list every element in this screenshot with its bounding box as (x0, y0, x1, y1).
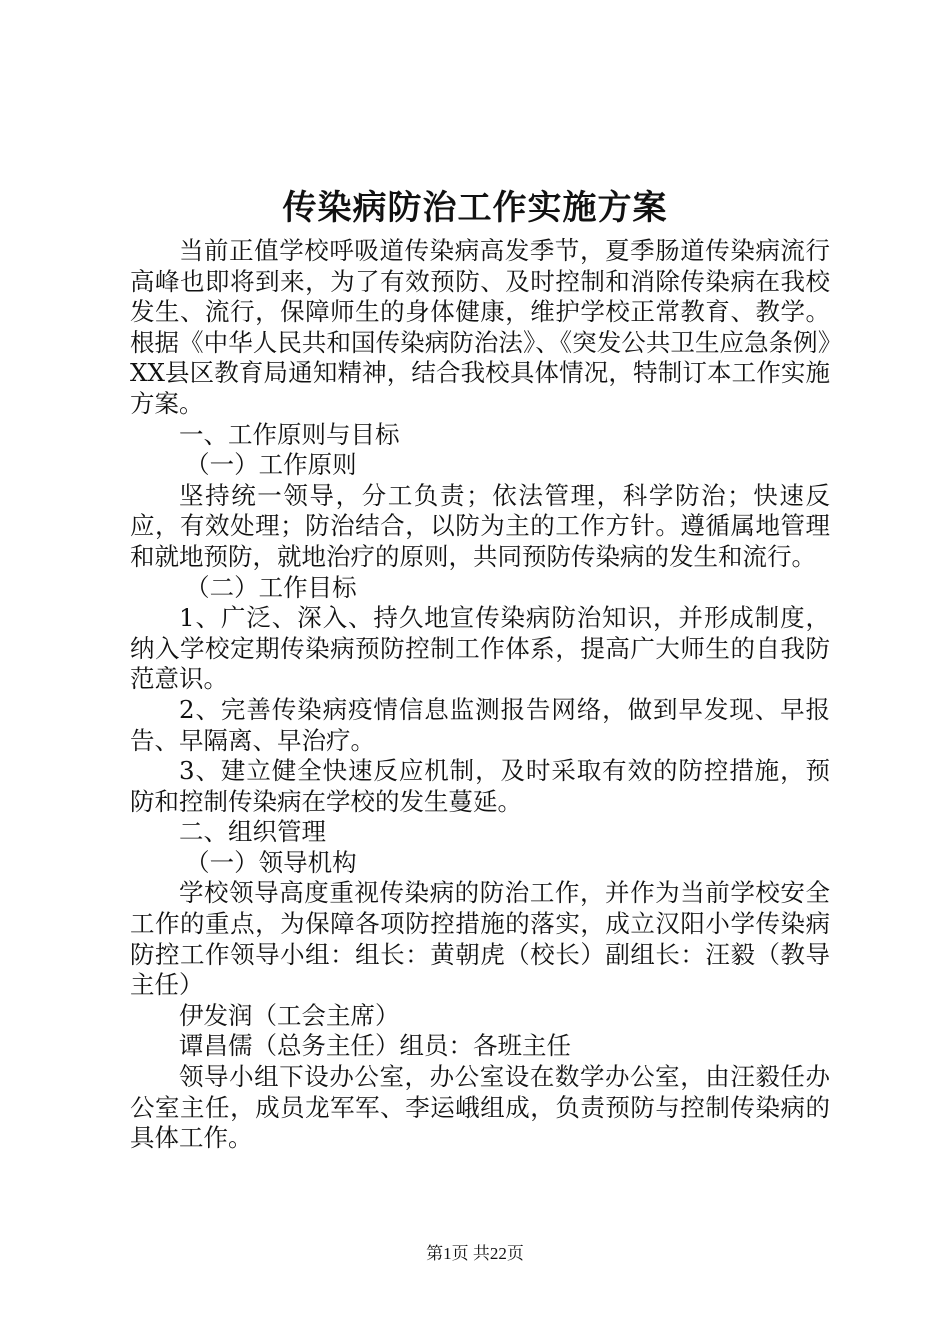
document-title: 传染病防治工作实施方案 (282, 188, 668, 228)
body-paragraph: 坚持统一领导，分工负责；依法管理，科学防治；快速反应，有效处理；防治结合，以防为主的工作方针。遵循属地管理和就地预防，就地治疗的原则，共同预防传染病的发生和流行。 (130, 480, 830, 571)
body-paragraph: 领导小组下设办公室，办公室设在数学办公室，由汪毅任办公室主任，成员龙军军、李运峨组成，负责预防与控制传染病的具体工作。 (130, 1062, 830, 1153)
list-item: 1、广泛、深入、持久地宣传染病防治知识，并形成制度，纳入学校定期传染病预防控制工作体系，提高广大师生的自我防范意识。 (130, 603, 830, 694)
section-heading: 一、工作原则与目标 (179, 419, 400, 449)
body-paragraph: 谭昌儒（总务主任）组员：各班主任 (179, 1031, 571, 1061)
document-body (130, 236, 830, 1154)
section-heading: 二、组织管理 (179, 817, 326, 847)
subsection-heading: （二）工作目标 (185, 572, 357, 602)
list-item: 3、建立健全快速反应机制，及时采取有效的防控措施，预防和控制传染病在学校的发生蔓延。 (130, 756, 830, 816)
page-number: 第1页 共22页 (426, 1244, 524, 1263)
body-paragraph: 学校领导高度重视传染病的防治工作，并作为当前学校安全工作的重点，为保障各项防控措施的落实，成立汉阳小学传染病防控工作领导小组：组长：黄朝虎（校长）副组长：汪毅（教导主任） (130, 878, 830, 1000)
subsection-heading: （一）工作原则 (185, 450, 357, 480)
intro-paragraph: 当前正值学校呼吸道传染病高发季节，夏季肠道传染病流行高峰也即将到来，为了有效预防、及时控制和消除传染病在我校发生、流行，保障师生的身体健康，维护学校正常教育、教学。根据《中华人民共和国传染病防治法》、《突发公共卫生应急条例》XX县区教育局通知精神，结合我校具体情况，特制订本工作实施方案。 (130, 236, 830, 418)
subsection-heading: （一）领导机构 (185, 847, 357, 877)
list-item: 2、完善传染病疫情信息监测报告网络，做到早发现、早报告、早隔离、早治疗。 (130, 694, 830, 755)
body-paragraph: 伊发润（工会主席） (179, 1000, 400, 1030)
